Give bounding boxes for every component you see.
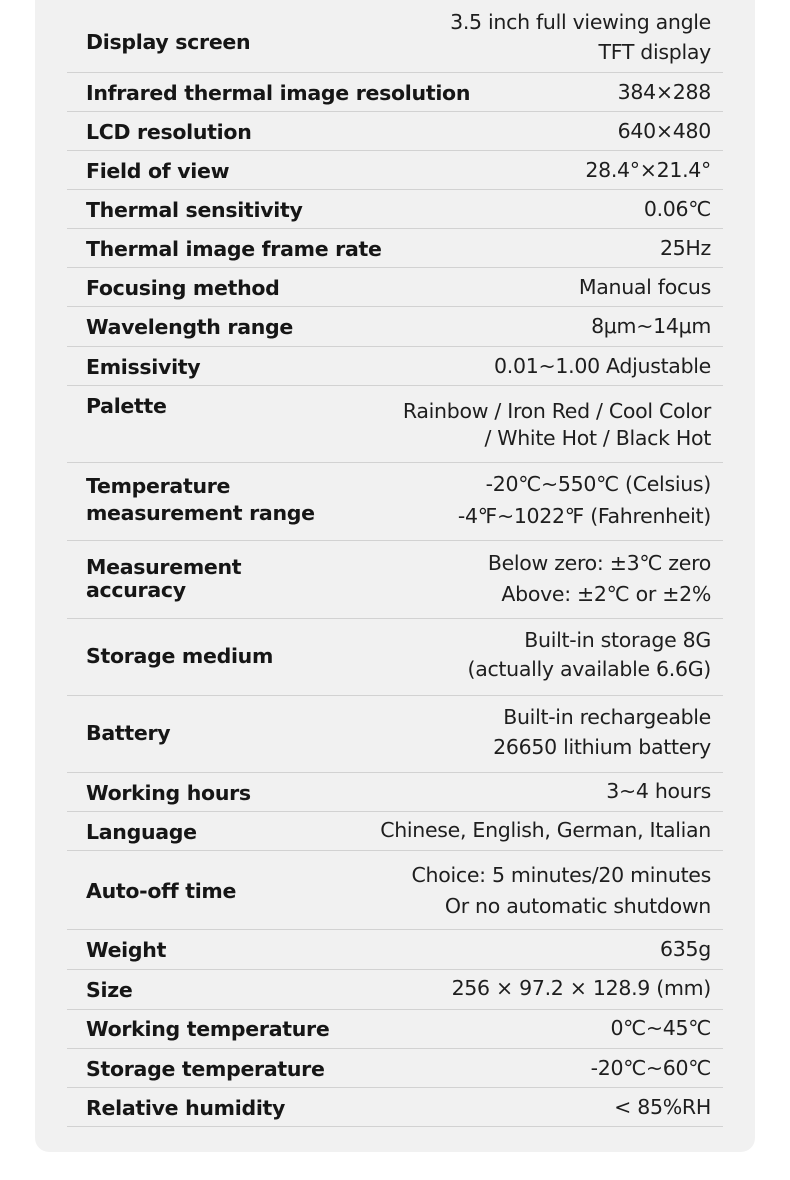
spec-row: [67, 112, 723, 151]
spec-label: Working hours: [86, 781, 251, 805]
spec-row: [67, 970, 723, 1010]
spec-row: [67, 930, 723, 970]
spec-value: 0.06℃: [643, 197, 711, 221]
spec-value: -20℃~550℃ (Celsius): [485, 472, 711, 496]
spec-row: [67, 1088, 723, 1127]
spec-value: 384×288: [617, 80, 711, 104]
spec-row: [67, 619, 723, 696]
spec-value: Built-in storage 8G: [524, 628, 711, 652]
spec-label: Storage medium: [86, 644, 274, 668]
spec-label: Infrared thermal image resolution: [86, 81, 471, 105]
spec-value: 26650 lithium battery: [493, 735, 711, 759]
spec-value: (actually available 6.6G): [467, 657, 711, 681]
spec-row: [67, 73, 723, 112]
spec-label: Auto-off time: [86, 879, 237, 903]
spec-row: [67, 0, 723, 73]
spec-row: [67, 812, 723, 851]
spec-label: Weight: [86, 938, 167, 962]
spec-row: [67, 190, 723, 229]
spec-value: Chinese, English, German, Italian: [380, 818, 711, 842]
spec-row: [67, 1049, 723, 1088]
spec-value: / White Hot / Black Hot: [484, 426, 711, 450]
spec-label: Palette: [86, 394, 167, 418]
spec-value: Choice: 5 minutes/20 minutes: [411, 863, 711, 887]
spec-row: [67, 696, 723, 773]
spec-value: Manual focus: [578, 275, 711, 299]
spec-label: Thermal image frame rate: [86, 237, 382, 261]
spec-value: 28.4°×21.4°: [585, 158, 711, 182]
spec-label: Focusing method: [86, 276, 280, 300]
spec-label: measurement range: [86, 501, 315, 525]
spec-label: Size: [86, 978, 133, 1002]
spec-label: Wavelength range: [86, 315, 294, 339]
spec-value: 3.5 inch full viewing angle: [450, 10, 711, 34]
spec-label: Display screen: [86, 30, 251, 54]
spec-value: 256 × 97.2 × 128.9 (mm): [451, 976, 711, 1000]
spec-value: 640×480: [617, 119, 711, 143]
spec-label: Measurement: [86, 555, 242, 579]
spec-value: 25Hz: [659, 236, 711, 260]
spec-row: [67, 229, 723, 268]
spec-label: Field of view: [86, 159, 230, 183]
spec-label: Relative humidity: [86, 1096, 286, 1120]
spec-value: Built-in rechargeable: [503, 705, 711, 729]
spec-label: Working temperature: [86, 1017, 330, 1041]
spec-value: Or no automatic shutdown: [444, 894, 711, 918]
spec-row: [67, 347, 723, 386]
spec-row: [67, 307, 723, 347]
spec-label: accuracy: [86, 578, 186, 602]
spec-row: [67, 851, 723, 930]
spec-value: 8μm~14μm: [591, 314, 711, 338]
spec-value: Above: ±2℃ or ±2%: [501, 582, 711, 606]
spec-value: TFT display: [598, 40, 711, 64]
spec-value: 0.01~1.00 Adjustable: [494, 354, 711, 378]
spec-value: 0℃~45℃: [610, 1016, 711, 1040]
spec-row: [67, 1010, 723, 1049]
spec-row: [67, 386, 723, 463]
spec-label: Thermal sensitivity: [86, 198, 303, 222]
spec-row: [67, 541, 723, 619]
spec-value: < 85%RH: [614, 1095, 711, 1119]
spec-value: Below zero: ±3℃ zero: [487, 551, 711, 575]
spec-row: [67, 463, 723, 541]
spec-label: LCD resolution: [86, 120, 252, 144]
spec-value: 3~4 hours: [606, 779, 711, 803]
spec-label: Battery: [86, 721, 171, 745]
spec-value: -4℉~1022℉ (Fahrenheit): [457, 504, 711, 528]
spec-row: [67, 773, 723, 812]
spec-value: 635g: [660, 937, 711, 961]
spec-value: Rainbow / Iron Red / Cool Color: [402, 399, 711, 423]
spec-label: Temperature: [86, 474, 231, 498]
spec-label: Emissivity: [86, 355, 201, 379]
spec-row: [67, 151, 723, 190]
spec-row: [67, 268, 723, 307]
spec-value: -20℃~60℃: [590, 1056, 711, 1080]
spec-label: Storage temperature: [86, 1057, 325, 1081]
spec-label: Language: [86, 820, 197, 844]
